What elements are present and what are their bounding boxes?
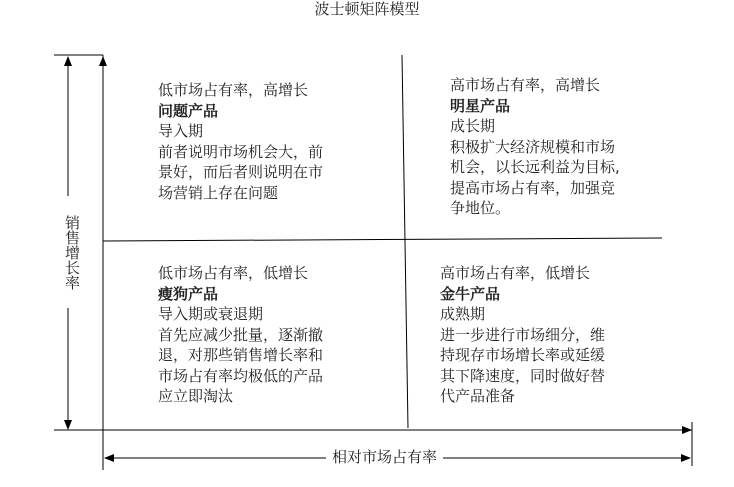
quadrant-text-line: 机会，以长远利益为目标, bbox=[450, 158, 620, 176]
quadrant-name: 明星产品 bbox=[450, 96, 511, 115]
quadrant-text-line: 景好，而后者则说明在市 bbox=[158, 163, 324, 181]
diagram-title: 波士顿矩阵模型 bbox=[314, 0, 420, 18]
quadrant-text-line: 进一步进行市场细分，维 bbox=[440, 325, 606, 344]
quadrant-text-line: 退，对那些销售增长率和 bbox=[158, 346, 324, 364]
y-dimension-arrow-top bbox=[64, 56, 72, 66]
quadrant-text-line: 前者说明市场机会大，前 bbox=[158, 142, 324, 161]
x-dimension-arrow-left bbox=[104, 454, 114, 462]
y-axis-arrow bbox=[99, 56, 107, 66]
quadrant-cash-cow bbox=[440, 263, 605, 407]
quadrant-dog bbox=[158, 263, 323, 407]
quadrant-condition: 高市场占有率，低增长 bbox=[440, 264, 591, 282]
quadrant-text-line: 首先应减少批量，逐渐撤 bbox=[158, 325, 324, 344]
quadrant-text-line: 提高市场占有率，加强竞 bbox=[450, 178, 616, 197]
quadrant-stage: 成长期 bbox=[450, 117, 496, 135]
quadrant-name: 瘦狗产品 bbox=[158, 284, 219, 303]
vertical-divider bbox=[402, 55, 408, 428]
quadrant-question-mark bbox=[158, 80, 323, 203]
quadrant-text-line: 争地位。 bbox=[450, 199, 511, 217]
quadrant-text-line: 代产品准备 bbox=[440, 387, 516, 405]
x-axis-label: 相对市场占有率 bbox=[326, 446, 443, 468]
quadrant-text-line: 场营销上存在问题 bbox=[158, 183, 279, 202]
quadrant-stage: 导入期 bbox=[158, 122, 204, 140]
quadrant-stage: 导入期或衰退期 bbox=[158, 305, 264, 323]
quadrant-condition: 低市场占有率，高增长 bbox=[158, 81, 309, 99]
y-dimension-arrow-bottom bbox=[64, 420, 72, 430]
quadrant-name: 金牛产品 bbox=[440, 284, 501, 303]
quadrant-name: 问题产品 bbox=[158, 101, 219, 120]
quadrant-text-line: 市场占有率均极低的产品 bbox=[158, 366, 324, 385]
x-axis-arrow bbox=[682, 426, 692, 434]
quadrant-text-line: 应立即淘汰 bbox=[158, 387, 234, 405]
x-dimension-arrow-right bbox=[681, 454, 691, 462]
y-axis-label: 销售增长率 bbox=[54, 196, 82, 308]
quadrant-text-line: 持现存市场增长率或延缓 bbox=[440, 346, 606, 364]
quadrant-text-line: 积极扩大经济规模和市场 bbox=[450, 137, 616, 156]
horizontal-divider bbox=[103, 238, 662, 241]
quadrant-condition: 高市场占有率，高增长 bbox=[450, 76, 601, 94]
quadrant-star bbox=[450, 75, 620, 219]
quadrant-text-line: 其下降速度，同时做好替 bbox=[440, 366, 606, 385]
quadrant-stage: 成熟期 bbox=[440, 305, 486, 323]
quadrant-condition: 低市场占有率，低增长 bbox=[158, 264, 309, 282]
